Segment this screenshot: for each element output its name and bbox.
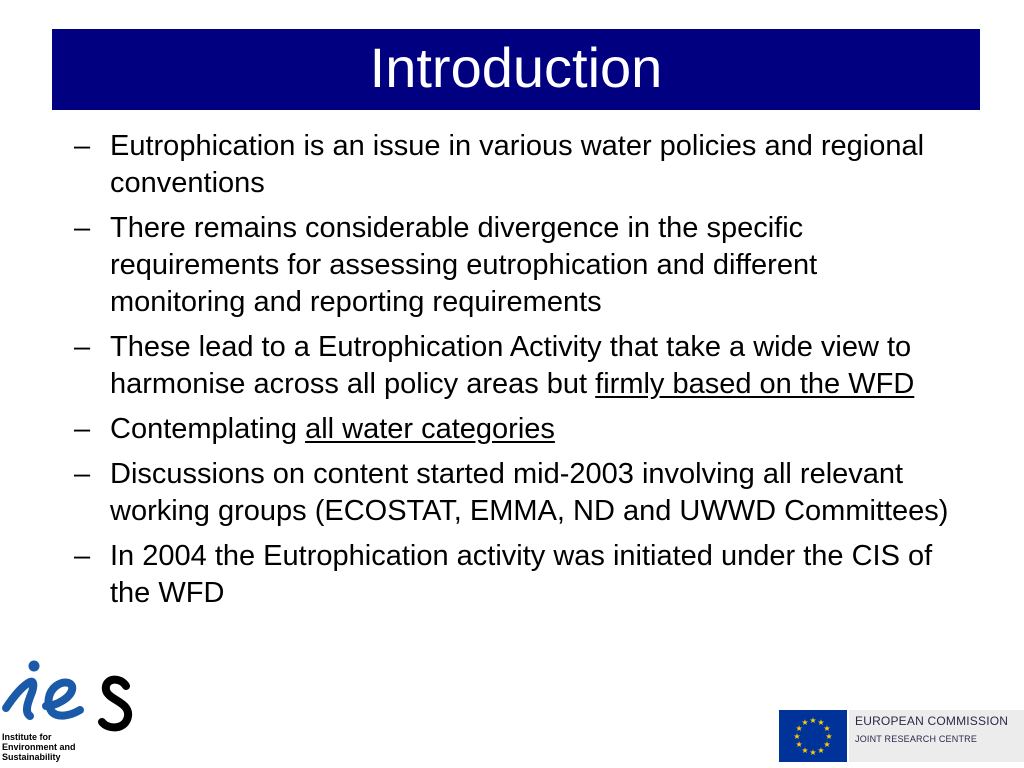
eu-star-icon: ★ <box>809 748 817 757</box>
eu-star-icon: ★ <box>817 745 825 755</box>
bullet-text: These lead to a Eutrophication Activity that take a wide view to harmonise across all policy areas but <box>110 331 912 400</box>
eu-star-icon: ★ <box>795 724 803 733</box>
eu-star-icon: ★ <box>823 740 831 749</box>
jrc-line-centre: JOINT RESEARCH CENTRE <box>855 734 978 744</box>
title-bar <box>52 29 980 110</box>
bullet-list <box>74 128 954 620</box>
bullet-dash: – <box>74 212 91 244</box>
bullet-dash: – <box>74 540 91 572</box>
bullet-item <box>74 456 954 530</box>
jrc-logo <box>779 710 1024 762</box>
ies-mark-icon <box>0 656 140 736</box>
bullet-item <box>74 411 954 448</box>
ies-caption <box>2 732 142 762</box>
eu-star-icon: ★ <box>809 716 817 725</box>
bullet-underlined-text: firmly based on the WFD <box>595 368 915 400</box>
bullet-text: Discussions on content started mid-2003 involving all relevant working groups (ECOSTAT, EMMA, ND and UWWD Committees) <box>110 458 949 527</box>
bullet-dash: – <box>74 130 91 162</box>
ies-caption-line: Environment and <box>2 742 76 752</box>
bullet-text: In 2004 the Eutrophication activity was initiated under the CIS of the WFD <box>110 540 933 609</box>
bullet-dash: – <box>74 458 91 490</box>
jrc-line-commission: EUROPEAN COMMISSION <box>855 714 1009 728</box>
bullet-item <box>74 128 954 202</box>
eu-star-icon: ★ <box>795 740 803 749</box>
eu-star-icon: ★ <box>793 732 801 741</box>
ies-caption-line: Sustainability <box>2 752 61 762</box>
eu-flag-icon <box>779 710 847 762</box>
eu-star-icon: ★ <box>801 745 809 755</box>
bullet-dash: – <box>74 331 91 363</box>
eu-star-icon: ★ <box>817 718 825 728</box>
eu-star-icon: ★ <box>825 732 833 741</box>
slide-title: Introduction <box>369 35 663 99</box>
eu-star-icon: ★ <box>823 724 831 733</box>
eu-star-icon: ★ <box>801 718 809 728</box>
bullet-text: Contemplating <box>110 413 306 445</box>
bullet-dash: – <box>74 413 91 445</box>
bullet-item <box>74 329 954 403</box>
ies-caption-line: Institute for <box>2 732 52 742</box>
bullet-text: Eutrophication is an issue in various water policies and regional conventions <box>110 130 925 199</box>
bullet-item <box>74 210 954 321</box>
bullet-underlined-text: all water categories <box>305 413 555 445</box>
bullet-item <box>74 538 954 612</box>
ies-logo <box>0 656 140 768</box>
bullet-text: There remains considerable divergence in the specific requirements for assessing eutrophication and different monitoring and reporting requirements <box>110 212 818 318</box>
